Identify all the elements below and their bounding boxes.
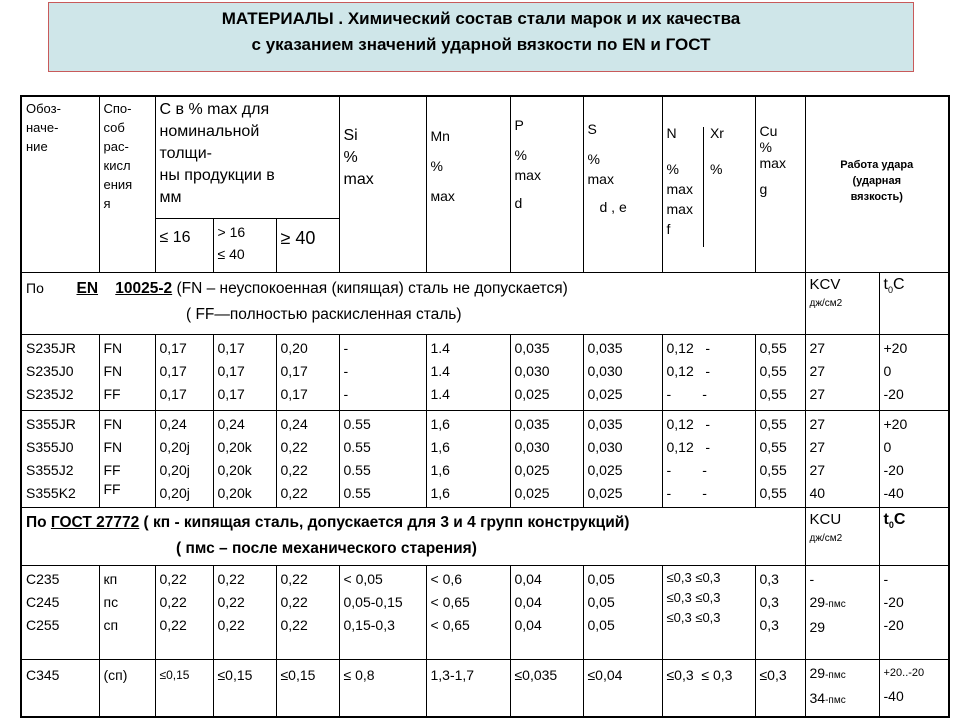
cu-cell: 0,55 0,55 0,55	[755, 334, 805, 410]
temp-cell: - -20 -20	[879, 565, 949, 659]
mn-cell: 1,3-1,7	[426, 659, 510, 717]
s-cell: 0,05 0,05 0,05	[583, 565, 662, 659]
table-row	[21, 334, 949, 410]
kcu-cell: 29-пмс 34-пмс	[805, 659, 879, 717]
c16-cell: ≤0,15	[155, 659, 213, 717]
header-p: P % max d	[510, 96, 583, 272]
kcv-cell: 27 27 27 40	[805, 410, 879, 507]
n-xr-cell: 0,12 - 0,12 - - -	[662, 334, 755, 410]
kcv-cell: 27 27 27	[805, 334, 879, 410]
designation-cell: S235JR S235J0 S235J2	[21, 334, 99, 410]
kcu-cell: - 29-пмс 29	[805, 565, 879, 659]
header-thick-16-40: > 16 ≤ 40	[213, 218, 276, 272]
p-cell: 0,035 0,030 0,025 0,025	[510, 410, 583, 507]
temp-cell: +20..-20 -40	[879, 659, 949, 717]
temp-header: $t_0С$	[879, 272, 949, 334]
header-carbon: С в % max для номинальной толщи- ны продукции в мм	[155, 96, 339, 218]
s-cell: 0,035 0,030 0,025	[583, 334, 662, 410]
c40p-cell: ≤0,15	[276, 659, 339, 717]
si-cell: 0.55 0.55 0.55 0.55	[339, 410, 426, 507]
p-cell: 0,04 0,04 0,04	[510, 565, 583, 659]
c16-cell: 0,24 0,20j 0,20j 0,20j	[155, 410, 213, 507]
mn-cell: 1,6 1,6 1,6 1,6	[426, 410, 510, 507]
cu-cell: ≤0,3	[755, 659, 805, 717]
header-n-xr: N % max max f Xr %	[662, 96, 755, 272]
header-designation: Обоз- наче- ние	[21, 96, 99, 272]
title-line-2: с указанием значений ударной вязкости по EN и ГОСТ	[251, 35, 711, 54]
si-cell: < 0,05 0,05-0,15 0,15-0,3	[339, 565, 426, 659]
si-cell: - - -	[339, 334, 426, 410]
p-cell: 0,035 0,030 0,025	[510, 334, 583, 410]
designation-cell: S355JR S355J0 S355J2 S355K2	[21, 410, 99, 507]
designation-cell: С235 С245 С255	[21, 565, 99, 659]
c40-cell: ≤0,15	[213, 659, 276, 717]
temp-header: $t_0С$	[879, 507, 949, 565]
gost-section-header: По ГОСТ 27772 ( кп - кипящая сталь, допускается для 3 и 4 групп конструкций) ( пмс – после механического старения)	[21, 507, 805, 565]
p-cell: ≤0,035	[510, 659, 583, 717]
designation-cell: С345	[21, 659, 99, 717]
header-s: S % max d , e	[583, 96, 662, 272]
c40-cell: 0,17 0,17 0,17	[213, 334, 276, 410]
temp-cell: +20 0 -20 -40	[879, 410, 949, 507]
table-row	[21, 659, 949, 717]
s-cell: ≤0,04	[583, 659, 662, 717]
method-cell: FN FN FF	[99, 334, 155, 410]
header-impact: Работа удара (ударная вязкость)	[805, 96, 949, 272]
cu-cell: 0,3 0,3 0,3	[755, 565, 805, 659]
method-cell: FN FN FF FF	[99, 410, 155, 507]
c16-cell: 0,17 0,17 0,17	[155, 334, 213, 410]
c40p-cell: 0,20 0,17 0,17	[276, 334, 339, 410]
n-xr-cell: ≤0,3 ≤ 0,3	[662, 659, 755, 717]
c40p-cell: 0,22 0,22 0,22	[276, 565, 339, 659]
cu-cell: 0,55 0,55 0,55 0,55	[755, 410, 805, 507]
header-method: Спо- соб рас- кисл ения я	[99, 96, 155, 272]
header-thick-40: ≥ 40	[276, 218, 339, 272]
header-cu: Cu % max g	[755, 96, 805, 272]
composition-table	[20, 95, 950, 718]
c16-cell: 0,22 0,22 0,22	[155, 565, 213, 659]
si-cell: ≤ 0,8	[339, 659, 426, 717]
temp-cell: +20 0 -20	[879, 334, 949, 410]
header-mn: Mn % мах	[426, 96, 510, 272]
header-thick-16: ≤ 16	[155, 218, 213, 272]
kcu-header: KCU дж/см2	[805, 507, 879, 565]
s-cell: 0,035 0,030 0,025 0,025	[583, 410, 662, 507]
method-cell: (сп)	[99, 659, 155, 717]
table-row	[21, 410, 949, 507]
mn-cell: < 0,6 < 0,65 < 0,65	[426, 565, 510, 659]
method-cell: кп пс сп	[99, 565, 155, 659]
n-xr-cell: 0,12 - 0,12 - - - - -	[662, 410, 755, 507]
title-line-1: МАТЕРИАЛЫ . Химический состав стали марок и их качества	[221, 9, 741, 28]
kcv-header: KCV дж/см2	[805, 272, 879, 334]
mn-cell: 1.4 1.4 1.4	[426, 334, 510, 410]
n-xr-cell: ≤0,3 ≤0,3 ≤0,3 ≤0,3 ≤0,3 ≤0,3	[662, 565, 755, 659]
c40-cell: 0,22 0,22 0,22	[213, 565, 276, 659]
header-si: Si % max	[339, 96, 426, 272]
c40-cell: 0,24 0,20k 0,20k 0,20k	[213, 410, 276, 507]
table-row	[21, 565, 949, 659]
title-box	[48, 2, 914, 72]
divider-line	[703, 127, 704, 247]
c40p-cell: 0,24 0,22 0,22 0,22	[276, 410, 339, 507]
en-section-header: По EN 10025-2 (FN – неуспокоенная (кипящая) сталь не допускается) ( FF—полностью раскисленная сталь)	[21, 272, 805, 334]
